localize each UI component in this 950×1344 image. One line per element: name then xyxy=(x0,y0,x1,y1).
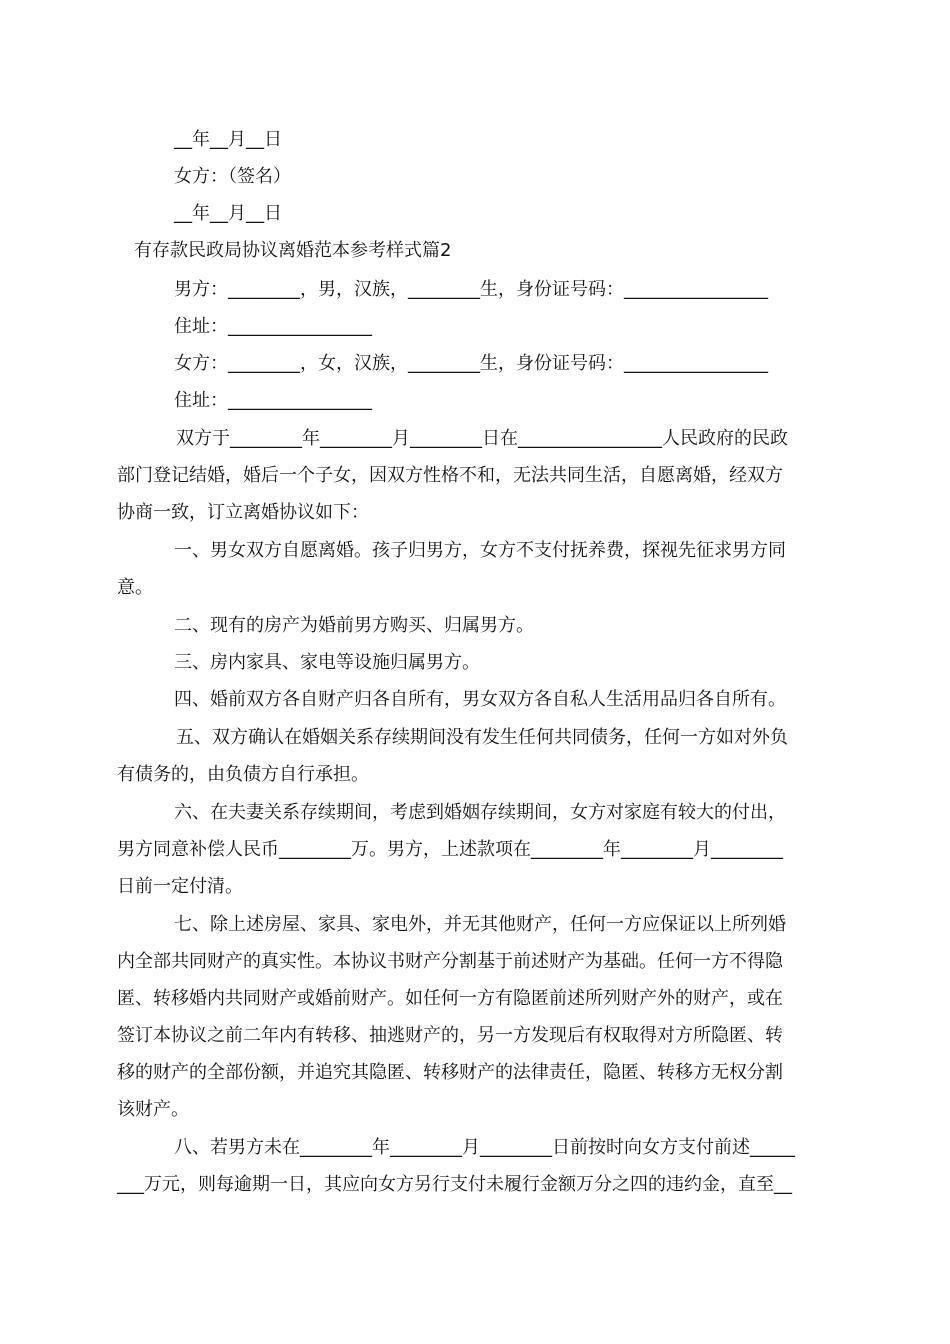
female-party-address: 住址：________________ xyxy=(174,390,372,411)
clause-3: 三、房内家具、家电等设施归属男方。 xyxy=(174,652,480,673)
intro-line-2: 部门登记结婚，婚后一个子女，因双方性格不和，无法共同生活，自愿离婚，经双方 xyxy=(117,465,783,486)
male-party-info: 男方：________，男，汉族，________生，身份证号码：________________ xyxy=(174,279,768,300)
clause-4: 四、婚前双方各自财产归各自所有，男女双方各自私人生活用品归各自所有。 xyxy=(174,689,786,710)
clause-6-line-2: 男方同意补偿人民币________万。男方，上述款项在________年________月________ xyxy=(117,839,783,860)
clause-7-line-6: 该财产。 xyxy=(117,1099,189,1120)
clause-6-line-1: 六、在夫妻关系存续期间，考虑到婚姻存续期间，女方对家庭有较大的付出， xyxy=(174,802,786,823)
clause-1-line-1: 一、男女双方自愿离婚。孩子归男方，女方不支付抚养费，探视先征求男方同 xyxy=(174,540,786,561)
clause-8-line-1: 八、若男方未在________年________月________日前按时向女方支付前述_____ xyxy=(174,1137,795,1158)
clause-5-line-2: 有债务的，由负债方自行承担。 xyxy=(117,764,369,785)
clause-6-line-3: 日前一定付清。 xyxy=(117,876,243,897)
signature-date-line-2: __年__月__日 xyxy=(174,203,282,224)
clause-1-line-2: 意。 xyxy=(117,577,153,598)
clause-8-line-2: ___万元，则每逾期一日，其应向女方另行支付未履行金额万分之四的违约金，直至__ xyxy=(117,1174,792,1195)
female-signature-line: 女方：（签名） xyxy=(174,166,291,187)
clause-7-line-2: 内全部共同财产的真实性。本协议书财产分割基于前述财产为基础。任何一方不得隐 xyxy=(117,951,783,972)
clause-5-line-1: 五、双方确认在婚姻关系存续期间没有发生任何共同债务，任何一方如对外负 xyxy=(176,727,788,748)
signature-date-line-1: __年__月__日 xyxy=(174,129,282,150)
male-party-address: 住址：________________ xyxy=(174,316,372,337)
intro-line-1: 双方于________年________月________日在________________人民政府的民政 xyxy=(176,428,788,449)
female-party-info: 女方：________，女，汉族，________生，身份证号码：________________ xyxy=(174,353,768,374)
clause-7-line-1: 七、除上述房屋、家具、家电外，并无其他财产，任何一方应保证以上所列婚 xyxy=(174,914,786,935)
clause-7-line-5: 移的财产的全部份额，并追究其隐匿、转移财产的法律责任，隐匿、转移方无权分割 xyxy=(117,1062,783,1083)
intro-line-3: 协商一致，订立离婚协议如下： xyxy=(117,502,369,523)
clause-7-line-4: 签订本协议之前二年内有转移、抽逃财产的，另一方发现后有权取得对方所隐匿、转 xyxy=(117,1025,783,1046)
clause-2: 二、现有的房产为婚前男方购买、归属男方。 xyxy=(174,615,534,636)
section-title: 有存款民政局协议离婚范本参考样式篇2 xyxy=(134,240,452,261)
clause-7-line-3: 匿、转移婚内共同财产或婚前财产。如任何一方有隐匿前述所列财产外的财产，或在 xyxy=(117,988,783,1009)
